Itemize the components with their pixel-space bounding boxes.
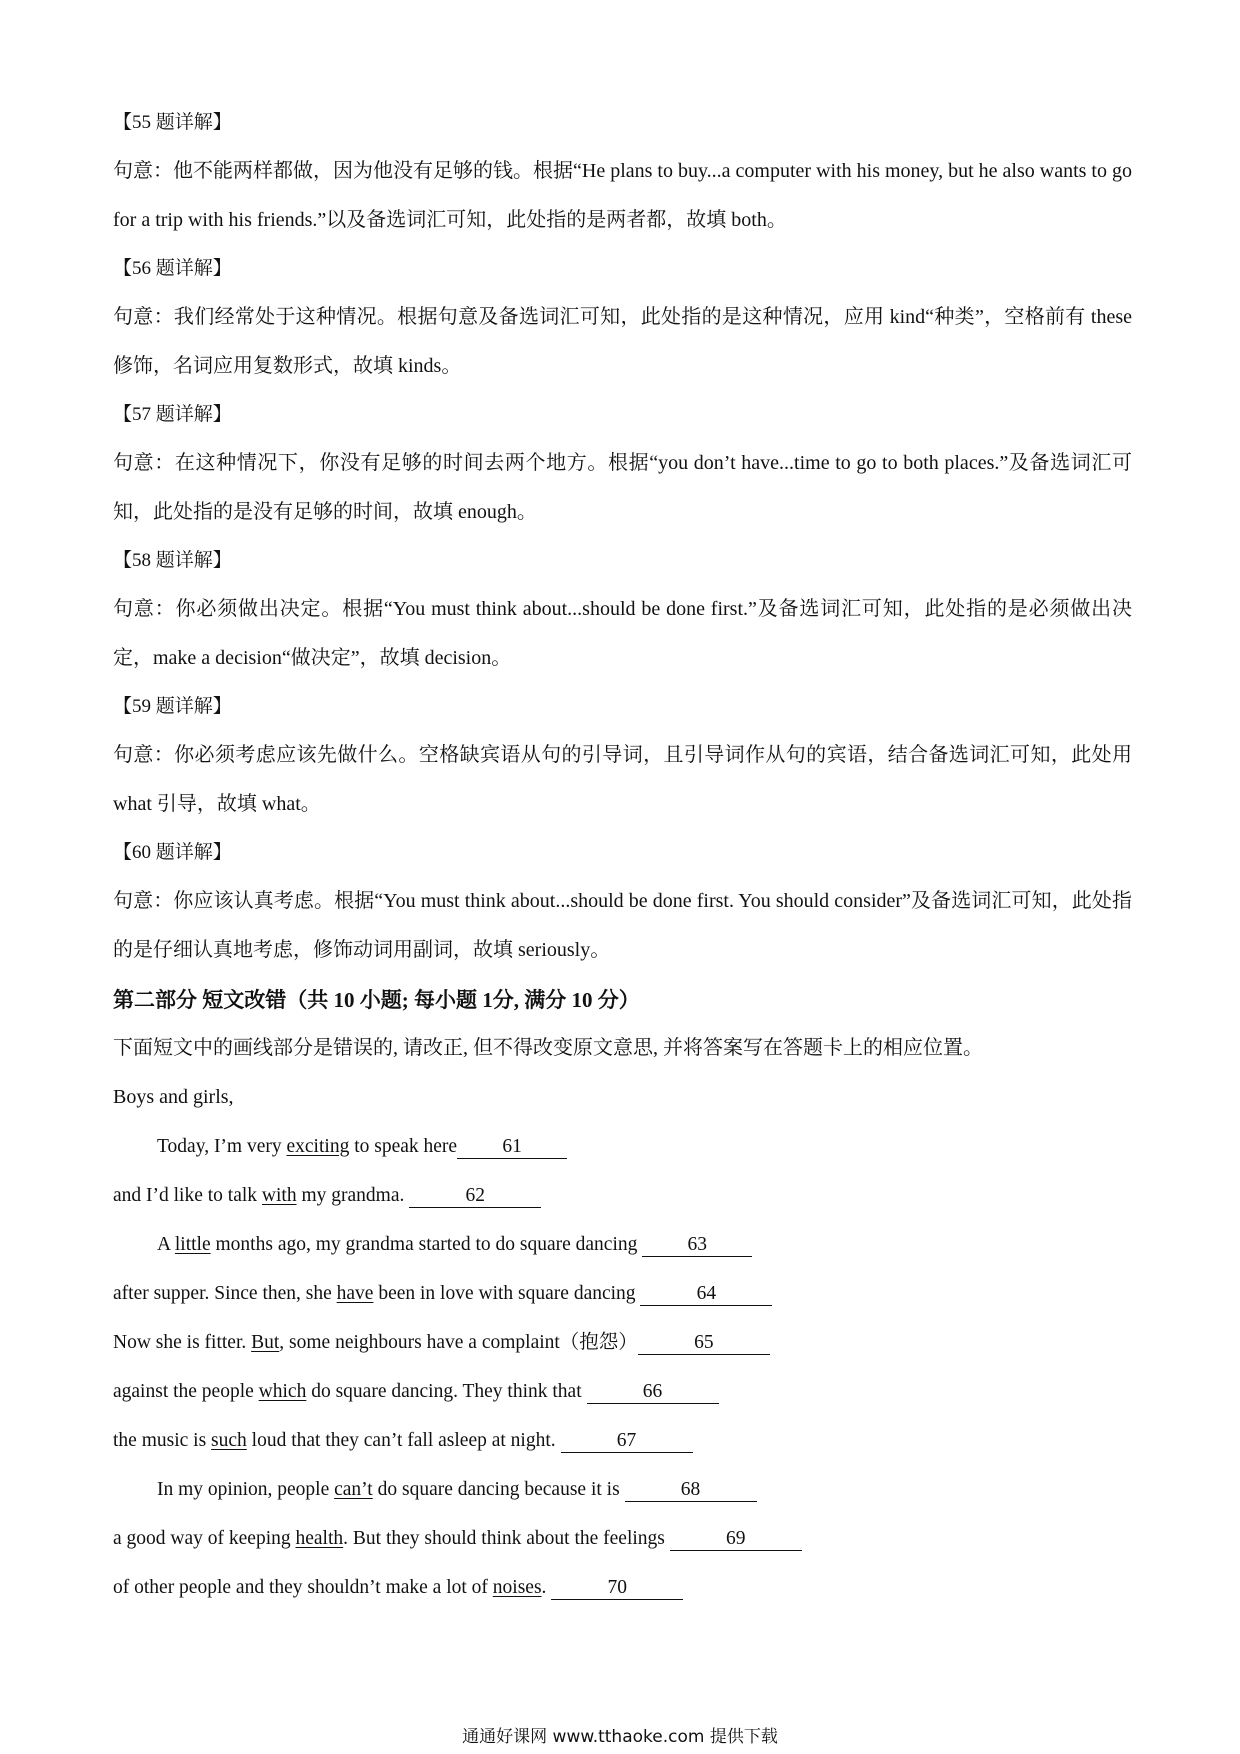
essay-line <box>113 1416 1132 1465</box>
error-word: But <box>251 1332 280 1353</box>
explanation-text-59: 句意：你必须考虑应该先做什么。空格缺宾语从句的引导词，且引导词作从句的宾语，结合备选词汇可知，此处用 what 引导，故填 what。 <box>113 744 1132 815</box>
explanation-text-55: 句意：他不能两样都做，因为他没有足够的钱。根据“He plans to buy...a computer with his money, but he also wants to go for a trip with his friends.”以及备选词汇可知，此处指的是两者都，故填 both。 <box>113 160 1132 231</box>
answer-blank-67[interactable]: 67 <box>561 1430 693 1453</box>
answer-blank-68[interactable]: 68 <box>625 1479 757 1502</box>
essay-text: against the people <box>113 1381 259 1402</box>
essay-line <box>113 1171 1132 1220</box>
essay-line <box>113 1318 1132 1367</box>
explanation-heading-55: 【55 题详解】 <box>113 112 232 133</box>
essay-greeting: Boys and girls, <box>113 1086 234 1108</box>
essay-line <box>113 1465 1132 1514</box>
essay-text: , some neighbours have a complaint（抱怨） <box>279 1332 638 1353</box>
essay-text: months ago, my grandma started to do square dancing <box>210 1234 643 1255</box>
essay-text: my grandma. <box>296 1185 410 1206</box>
essay-text: the music is <box>113 1430 212 1451</box>
error-word: exciting <box>286 1136 350 1157</box>
answer-blank-70[interactable]: 70 <box>551 1577 683 1600</box>
error-word: have <box>336 1283 374 1304</box>
explanation-text-56: 句意：我们经常处于这种情况。根据句意及备选词汇可知，此处指的是这种情况，应用 kind“种类”，空格前有 these 修饰，名词应用复数形式，故填 kinds。 <box>113 306 1132 377</box>
answer-blank-64[interactable]: 64 <box>640 1283 772 1306</box>
essay-text: A <box>157 1234 175 1255</box>
explanation-text-57: 句意：在这种情况下，你没有足够的时间去两个地方。根据“you don’t have...time to go to both places.”及备选词汇可知，此处指的是没有足够的时间，故填 enough。 <box>113 452 1132 523</box>
explanation-heading-59: 【59 题详解】 <box>113 696 232 717</box>
explanation-heading-60: 【60 题详解】 <box>113 842 232 863</box>
essay-body <box>113 1122 1132 1612</box>
essay-text: loud that they can’t fall asleep at night. <box>246 1430 561 1451</box>
essay-line <box>113 1563 1132 1612</box>
error-word: which <box>258 1381 307 1402</box>
essay-text: been in love with square dancing <box>373 1283 641 1304</box>
answer-blank-65[interactable]: 65 <box>638 1332 770 1355</box>
error-word: health <box>295 1528 344 1549</box>
essay-text: Today, I’m very <box>157 1136 287 1157</box>
explanation-heading-56: 【56 题详解】 <box>113 258 232 279</box>
essay-text: to speak here <box>349 1136 458 1157</box>
section-title: 第二部分 短文改错（共 10 小题; 每小题 1分, 满分 10 分） <box>113 988 640 1012</box>
essay-line <box>113 1514 1132 1563</box>
essay-text: do square dancing because it is <box>372 1479 625 1500</box>
essay-text: In my opinion, people <box>157 1479 335 1500</box>
essay-text: after supper. Since then, she <box>113 1283 337 1304</box>
explanation-heading-57: 【57 题详解】 <box>113 404 232 425</box>
answer-blank-61[interactable]: 61 <box>457 1136 567 1159</box>
essay-line <box>113 1367 1132 1416</box>
essay-line <box>113 1122 1132 1171</box>
essay-line <box>113 1220 1132 1269</box>
error-word: little <box>174 1234 211 1255</box>
answer-blank-62[interactable]: 62 <box>409 1185 541 1208</box>
explanation-text-60: 句意：你应该认真考虑。根据“You must think about...should be done first. You should consider”及备选词汇可知，此处指的是仔细认真地考虑，修饰动词用副词，故填 seriously。 <box>113 890 1132 961</box>
essay-line <box>113 1269 1132 1318</box>
error-word: with <box>261 1185 297 1206</box>
essay-text: of other people and they shouldn’t make a lot of <box>113 1577 493 1598</box>
answer-blank-63[interactable]: 63 <box>642 1234 752 1257</box>
error-word: noises <box>492 1577 542 1598</box>
essay-text: Now she is fitter. <box>113 1332 252 1353</box>
essay-text: and I’d like to talk <box>113 1185 262 1206</box>
error-word: can’t <box>334 1479 373 1500</box>
answer-blank-69[interactable]: 69 <box>670 1528 802 1551</box>
section-instruction: 下面短文中的画线部分是错误的, 请改正, 但不得改变原文意思, 并将答案写在答题卡上的相应位置。 <box>113 1037 983 1059</box>
page-footer: 通通好课网 www.tthaoke.com 提供下载 <box>462 1727 778 1747</box>
answer-blank-66[interactable]: 66 <box>587 1381 719 1404</box>
essay-text: . <box>541 1577 552 1598</box>
explanation-heading-58: 【58 题详解】 <box>113 550 232 571</box>
error-word: such <box>211 1430 247 1451</box>
essay-text: do square dancing. They think that <box>306 1381 587 1402</box>
essay-text: . But they should think about the feelings <box>343 1528 670 1549</box>
essay-text: a good way of keeping <box>113 1528 296 1549</box>
explanation-text-58: 句意：你必须做出决定。根据“You must think about...should be done first.”及备选词汇可知，此处指的是必须做出决定，make a decision“做决定”，故填 decision。 <box>113 598 1132 669</box>
